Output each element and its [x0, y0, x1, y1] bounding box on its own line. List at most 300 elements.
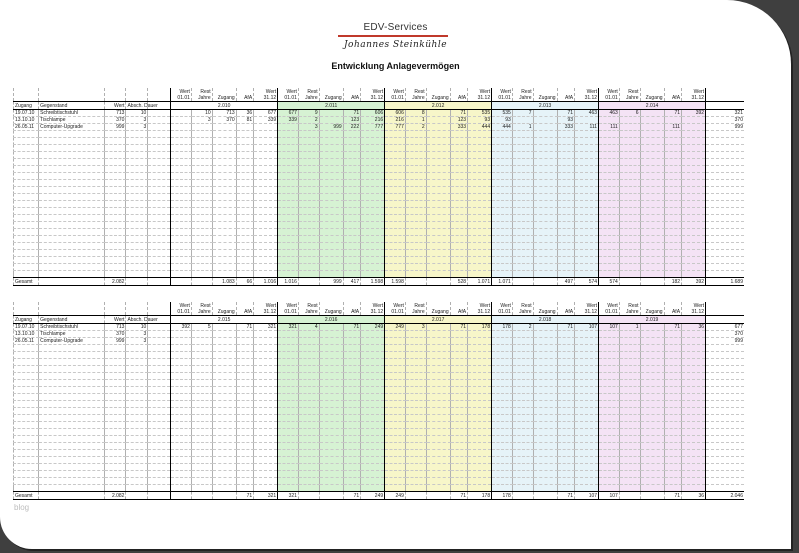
empty-cell [640, 352, 664, 359]
empty-cell [599, 408, 620, 415]
empty-cell [385, 173, 406, 180]
empty-cell [343, 450, 360, 457]
empty-cell [212, 264, 236, 271]
year-value [191, 331, 212, 338]
empty-cell [426, 152, 450, 159]
empty-cell [171, 201, 192, 208]
empty-cell [212, 485, 236, 492]
empty-cell [706, 201, 744, 208]
empty-cell [254, 208, 278, 215]
empty-cell [492, 380, 513, 387]
empty-cell [664, 131, 681, 138]
empty-cell [512, 138, 533, 145]
year-value [171, 338, 192, 345]
empty-cell [682, 380, 706, 387]
empty-cell [575, 422, 599, 429]
year-value: 216 [361, 117, 385, 124]
empty-cell [450, 415, 467, 422]
empty-cell [343, 464, 360, 471]
empty-cell [405, 159, 426, 166]
empty-cell [492, 229, 513, 236]
empty-cell [148, 345, 171, 352]
empty-cell [450, 422, 467, 429]
empty-cell [492, 429, 513, 436]
year-value [533, 117, 557, 124]
cell-wert: 999 [104, 124, 126, 131]
empty-cell [39, 373, 105, 380]
empty-cell [278, 450, 299, 457]
year-value [533, 324, 557, 331]
column-header: AfA [450, 302, 467, 316]
empty-cell [171, 352, 192, 359]
year-total: 71 [664, 492, 681, 500]
year-value: 339 [254, 117, 278, 124]
empty-cell [361, 352, 385, 359]
empty-cell [664, 422, 681, 429]
empty-cell [492, 250, 513, 257]
tail-value: 370 [706, 117, 744, 124]
empty-cell [664, 243, 681, 250]
empty-cell [640, 422, 664, 429]
empty-cell [557, 250, 574, 257]
empty-cell [450, 471, 467, 478]
empty-cell [39, 201, 105, 208]
empty-cell [557, 464, 574, 471]
empty-cell [492, 443, 513, 450]
empty-cell [126, 457, 148, 464]
empty-cell [468, 180, 492, 187]
empty-cell [343, 422, 360, 429]
empty-cell [468, 478, 492, 485]
empty-cell [575, 345, 599, 352]
empty-cell [171, 471, 192, 478]
year-value [682, 331, 706, 338]
empty-cell [14, 208, 39, 215]
empty-cell [14, 436, 39, 443]
empty-cell [706, 159, 744, 166]
empty-cell [298, 471, 319, 478]
empty-cell [278, 208, 299, 215]
year-total: 1.083 [212, 278, 236, 286]
empty-cell [236, 131, 253, 138]
empty-cell [319, 152, 343, 159]
empty-cell [126, 394, 148, 401]
empty-cell [468, 387, 492, 394]
empty-cell [664, 173, 681, 180]
col-gegenstand: Gegenstand [39, 316, 105, 324]
cell-zugang: 19.07.10 [14, 110, 39, 117]
empty-cell [191, 194, 212, 201]
year-total: 1.598 [361, 278, 385, 286]
empty-cell [298, 187, 319, 194]
empty-cell [298, 180, 319, 187]
empty-cell [533, 159, 557, 166]
year-value [361, 338, 385, 345]
empty-cell [619, 145, 640, 152]
year-value: 463 [599, 110, 620, 117]
empty-cell [126, 415, 148, 422]
empty-cell [14, 250, 39, 257]
empty-cell [575, 429, 599, 436]
empty-cell [14, 352, 39, 359]
empty-cell [575, 236, 599, 243]
empty-cell [512, 394, 533, 401]
empty-cell [343, 222, 360, 229]
empty-cell [126, 229, 148, 236]
empty-cell [298, 408, 319, 415]
empty-cell [104, 401, 126, 408]
empty-cell [619, 443, 640, 450]
empty-cell [319, 485, 343, 492]
year-value [619, 124, 640, 131]
empty-cell [148, 436, 171, 443]
empty-cell [575, 201, 599, 208]
empty-cell [385, 159, 406, 166]
year-total [640, 492, 664, 500]
empty-cell [39, 415, 105, 422]
empty-cell [126, 345, 148, 352]
empty-cell [343, 429, 360, 436]
empty-cell [385, 387, 406, 394]
empty-cell [575, 380, 599, 387]
empty-cell [298, 352, 319, 359]
empty-cell [39, 180, 105, 187]
empty-cell [468, 485, 492, 492]
empty-cell [319, 457, 343, 464]
empty-cell [664, 257, 681, 264]
empty-cell [664, 408, 681, 415]
empty-cell [212, 408, 236, 415]
year-value [468, 331, 492, 338]
year-total: 107 [575, 492, 599, 500]
empty-cell [254, 194, 278, 201]
column-header: Wert 01.01 [599, 302, 620, 316]
empty-cell [361, 373, 385, 380]
empty-cell [191, 236, 212, 243]
column-header: Rest Jahre [191, 302, 212, 316]
empty-cell [319, 236, 343, 243]
empty-cell [126, 145, 148, 152]
empty-cell [254, 152, 278, 159]
empty-cell [640, 457, 664, 464]
watermark: blog [14, 503, 30, 512]
column-header: AfA [343, 302, 360, 316]
empty-cell [319, 471, 343, 478]
empty-cell [450, 450, 467, 457]
empty-cell [236, 359, 253, 366]
empty-cell [148, 401, 171, 408]
year-label: 2.014 [599, 102, 706, 110]
empty-cell [148, 352, 171, 359]
empty-cell [126, 194, 148, 201]
year-value: 71 [450, 110, 467, 117]
year-value [278, 331, 299, 338]
empty-cell [557, 159, 574, 166]
empty-cell [254, 450, 278, 457]
empty-cell [468, 366, 492, 373]
empty-cell [512, 422, 533, 429]
empty-cell [39, 429, 105, 436]
empty-cell [148, 471, 171, 478]
empty-cell [104, 222, 126, 229]
empty-cell [104, 215, 126, 222]
empty-cell [254, 271, 278, 278]
empty-cell [361, 145, 385, 152]
empty-cell [254, 201, 278, 208]
empty-cell [682, 408, 706, 415]
column-header: Wert 31.12 [575, 88, 599, 102]
header-blank [148, 302, 171, 316]
empty-cell [278, 408, 299, 415]
year-value: 71 [557, 324, 574, 331]
empty-cell [557, 345, 574, 352]
year-value [619, 331, 640, 338]
empty-cell [492, 352, 513, 359]
cell-gegenstand: Computer-Upgrade [39, 338, 105, 345]
empty-cell [361, 345, 385, 352]
empty-cell [319, 166, 343, 173]
empty-cell [14, 422, 39, 429]
empty-cell [557, 436, 574, 443]
empty-cell [171, 366, 192, 373]
empty-cell [298, 257, 319, 264]
empty-cell [278, 429, 299, 436]
empty-cell [39, 401, 105, 408]
year-value [512, 117, 533, 124]
empty-cell [450, 187, 467, 194]
empty-cell [148, 159, 171, 166]
empty-cell [426, 408, 450, 415]
empty-cell [343, 145, 360, 152]
empty-cell [104, 208, 126, 215]
year-value: 2 [298, 117, 319, 124]
year-value: 777 [361, 124, 385, 131]
empty-cell [492, 194, 513, 201]
empty-cell [39, 159, 105, 166]
empty-cell [468, 187, 492, 194]
empty-cell [361, 187, 385, 194]
empty-cell [492, 208, 513, 215]
empty-cell [104, 187, 126, 194]
empty-cell [512, 345, 533, 352]
empty-cell [298, 145, 319, 152]
empty-cell [512, 450, 533, 457]
empty-cell [104, 201, 126, 208]
empty-cell [254, 250, 278, 257]
empty-cell [126, 485, 148, 492]
empty-cell [104, 229, 126, 236]
empty-cell [343, 408, 360, 415]
empty-cell [426, 450, 450, 457]
year-total: 178 [492, 492, 513, 500]
year-total [319, 492, 343, 500]
empty-cell [14, 345, 39, 352]
empty-cell [278, 236, 299, 243]
empty-cell [533, 429, 557, 436]
empty-cell [343, 359, 360, 366]
empty-cell [682, 222, 706, 229]
empty-cell [191, 464, 212, 471]
empty-cell [619, 450, 640, 457]
table-row [14, 124, 745, 131]
year-value [533, 110, 557, 117]
year-value: 4 [298, 324, 319, 331]
empty-cell [236, 387, 253, 394]
empty-cell [557, 394, 574, 401]
header-blank [14, 88, 39, 102]
empty-cell [575, 471, 599, 478]
empty-cell [236, 352, 253, 359]
empty-cell [664, 152, 681, 159]
year-value: 392 [171, 324, 192, 331]
empty-cell [405, 271, 426, 278]
year-value [426, 338, 450, 345]
empty-cell [148, 394, 171, 401]
empty-cell [236, 373, 253, 380]
empty-cell [682, 229, 706, 236]
empty-cell [236, 415, 253, 422]
year-value [236, 338, 253, 345]
empty-cell [319, 422, 343, 429]
empty-cell [14, 471, 39, 478]
empty-cell [236, 394, 253, 401]
empty-cell [640, 229, 664, 236]
empty-cell [492, 271, 513, 278]
empty-cell [236, 236, 253, 243]
empty-cell [361, 250, 385, 257]
empty-cell [278, 257, 299, 264]
empty-cell [148, 264, 171, 271]
cell-gegenstand: Schreibtischstuhl [39, 324, 105, 331]
empty-cell [361, 159, 385, 166]
cell-dauer: 3 [126, 124, 148, 131]
year-value [640, 338, 664, 345]
empty-cell [619, 373, 640, 380]
empty-cell [512, 201, 533, 208]
empty-cell [361, 229, 385, 236]
empty-cell [212, 229, 236, 236]
empty-cell [450, 366, 467, 373]
empty-cell [385, 257, 406, 264]
empty-cell [450, 208, 467, 215]
empty-cell [426, 345, 450, 352]
empty-cell [533, 215, 557, 222]
empty-cell [126, 264, 148, 271]
empty-cell [212, 159, 236, 166]
year-value: 321 [254, 324, 278, 331]
empty-cell [278, 145, 299, 152]
empty-cell [191, 373, 212, 380]
empty-cell [706, 187, 744, 194]
empty-cell [575, 257, 599, 264]
empty-cell [405, 415, 426, 422]
empty-cell [254, 422, 278, 429]
empty-cell [682, 264, 706, 271]
empty-cell [278, 478, 299, 485]
empty-cell [450, 373, 467, 380]
year-label: 2.010 [171, 102, 278, 110]
empty-cell [39, 229, 105, 236]
year-value: 5 [191, 324, 212, 331]
header-blank [104, 302, 126, 316]
empty-cell [533, 450, 557, 457]
empty-cell [361, 394, 385, 401]
empty-cell [619, 359, 640, 366]
empty-cell [557, 180, 574, 187]
empty-cell [405, 464, 426, 471]
empty-cell [104, 359, 126, 366]
empty-cell [405, 250, 426, 257]
empty-cell [468, 131, 492, 138]
empty-cell [557, 201, 574, 208]
year-total: 71 [236, 492, 253, 500]
empty-cell [405, 380, 426, 387]
empty-cell [171, 159, 192, 166]
empty-cell [468, 271, 492, 278]
empty-cell [171, 257, 192, 264]
empty-cell [298, 264, 319, 271]
empty-cell [343, 478, 360, 485]
empty-cell [278, 215, 299, 222]
empty-cell [14, 264, 39, 271]
empty-cell [39, 478, 105, 485]
empty-cell [254, 408, 278, 415]
year-value: 249 [385, 324, 406, 331]
year-value [533, 124, 557, 131]
year-value [492, 338, 513, 345]
year-value: 111 [599, 124, 620, 131]
empty-cell [557, 229, 574, 236]
empty-cell [682, 180, 706, 187]
empty-cell [14, 215, 39, 222]
empty-cell [533, 443, 557, 450]
empty-cell [450, 408, 467, 415]
empty-cell [254, 387, 278, 394]
empty-cell [319, 478, 343, 485]
empty-cell [575, 271, 599, 278]
empty-cell [706, 243, 744, 250]
year-value [319, 324, 343, 331]
empty-cell [619, 131, 640, 138]
empty-cell [599, 415, 620, 422]
empty-cell [405, 478, 426, 485]
empty-cell [492, 145, 513, 152]
empty-cell [512, 401, 533, 408]
empty-cell [39, 345, 105, 352]
column-header: Wert 31.12 [254, 88, 278, 102]
empty-cell [533, 187, 557, 194]
empty-cell [512, 229, 533, 236]
year-value [664, 331, 681, 338]
empty-cell [212, 250, 236, 257]
empty-cell [468, 415, 492, 422]
empty-cell [319, 180, 343, 187]
empty-cell [619, 464, 640, 471]
col-wert: Wert [104, 102, 126, 110]
empty-cell [319, 436, 343, 443]
spacer-cell [148, 492, 171, 500]
empty-cell [148, 380, 171, 387]
empty-cell [171, 180, 192, 187]
column-header: Zugang [426, 88, 450, 102]
empty-cell [619, 257, 640, 264]
empty-cell [39, 236, 105, 243]
empty-cell [468, 352, 492, 359]
empty-cell [212, 187, 236, 194]
empty-cell [191, 450, 212, 457]
empty-cell [706, 359, 744, 366]
empty-cell [212, 464, 236, 471]
